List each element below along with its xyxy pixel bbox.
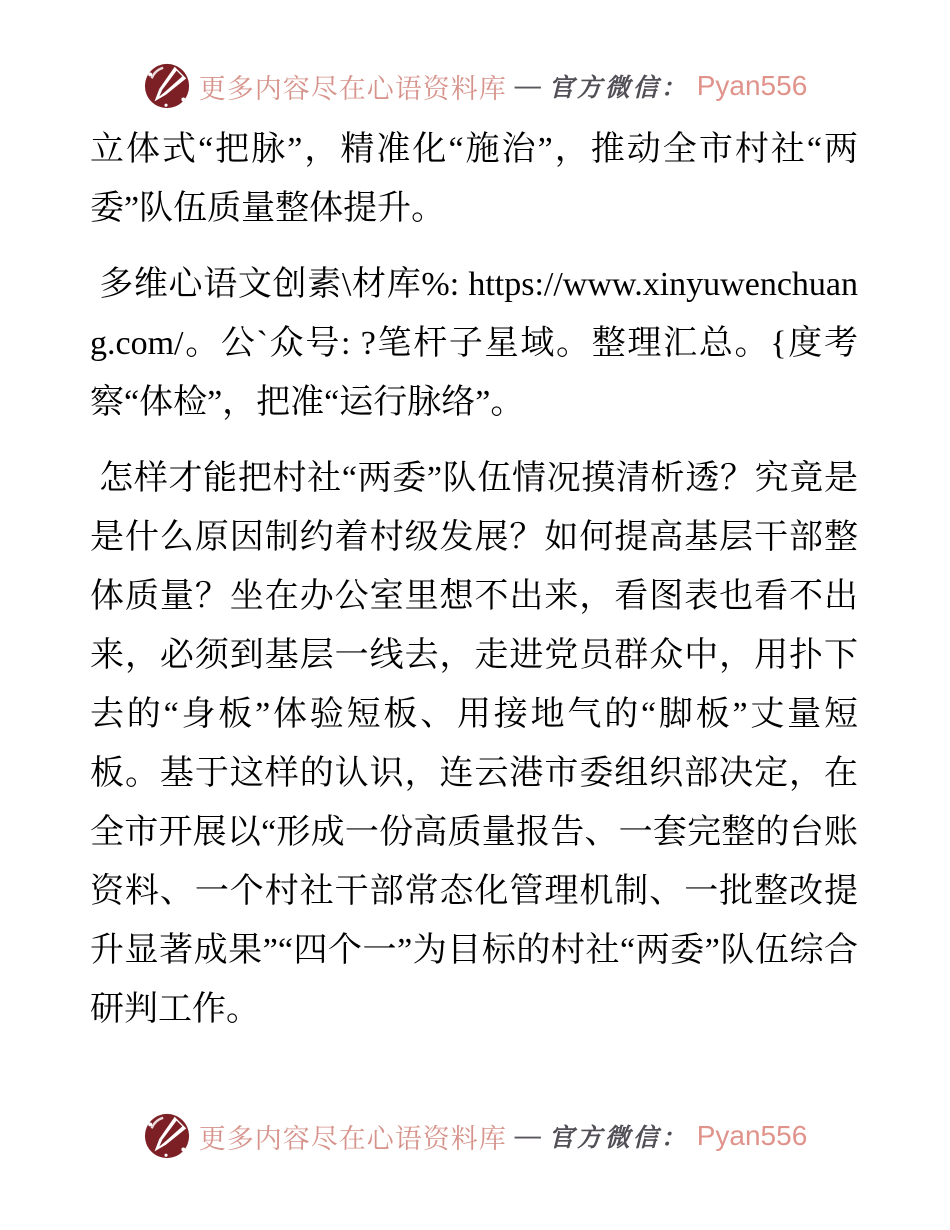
paragraph: 多维心语文创素\材库%: https://www.xinyuwenchuang.com/。公`众号: ?笔杆子星域。整理汇总。{度考察“体检”，把准“运行脉络”。 bbox=[90, 266, 859, 421]
document-body bbox=[0, 110, 950, 1039]
wechat-id: Pyan556 bbox=[696, 1120, 808, 1151]
wechat-label: 官方微信： bbox=[548, 75, 689, 102]
wechat-label: 官方微信： bbox=[548, 1125, 689, 1152]
separator-dash: — bbox=[514, 71, 541, 100]
paragraph: 怎样才能把村社“两委”队伍情况摸清析透？究竟是是什么原因制约着村级发展？如何提高基层干部整体质量？坐在办公室里想不出来，看图表也看不出来，必须到基层一线去，走进党员群众中，用扑下去的“身板”体验短板、用接地气的“脚板”丈量短板。基于这样的认识，连云港市委组织部决定，在全市开展以“形成一份高质量报告、一套完整的台账资料、一个村社干部常态化管理机制、一批整改提升显著成果”“四个一”为目标的村社“两委”队伍综合研判工作。 bbox=[90, 460, 858, 1028]
watermark-footer bbox=[0, 1112, 950, 1160]
separator-dash: — bbox=[514, 1121, 541, 1150]
wechat-id: Pyan556 bbox=[696, 70, 808, 101]
pen-nib-logo-icon bbox=[143, 62, 191, 110]
watermark-header bbox=[0, 0, 950, 110]
brand-text: 更多内容尽在心语资料库 bbox=[198, 73, 507, 104]
brand-text: 更多内容尽在心语资料库 bbox=[198, 1123, 507, 1154]
pen-nib-logo-icon bbox=[143, 1112, 191, 1160]
paragraph: 立体式“把脉”，精准化“施治”，推动全市村社“两委”队伍质量整体提升。 bbox=[90, 131, 858, 227]
